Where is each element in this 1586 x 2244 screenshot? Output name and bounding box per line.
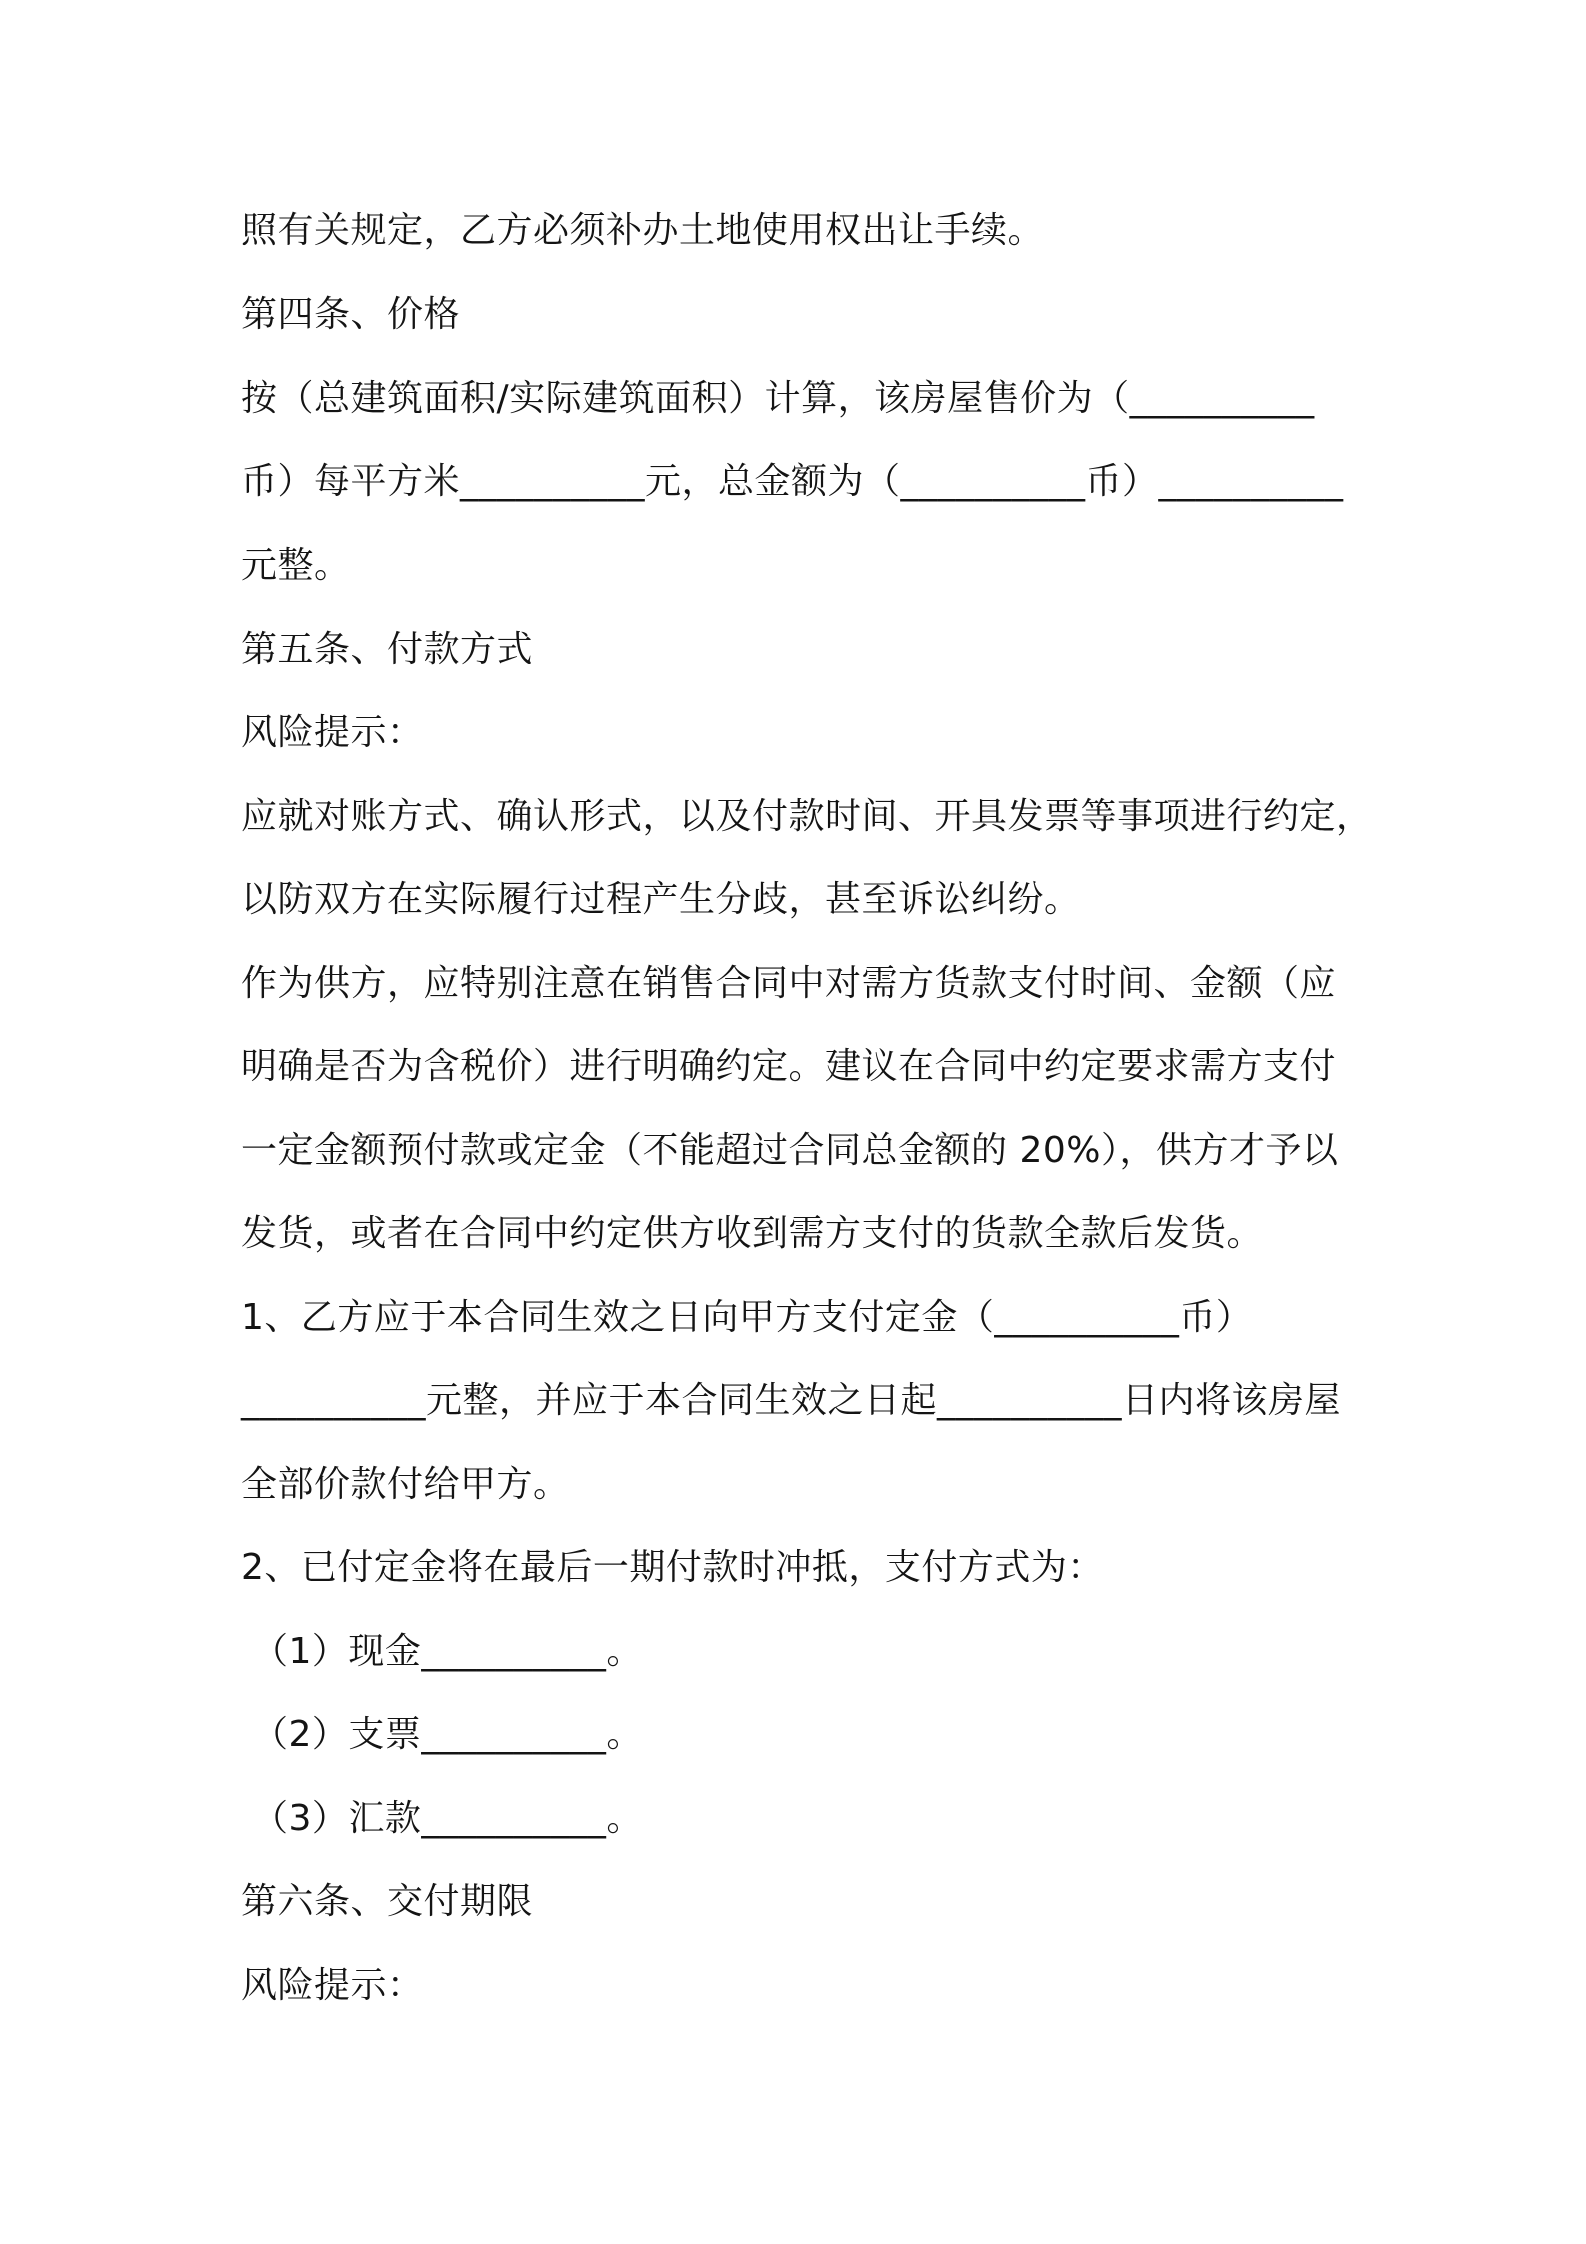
payment-method-remittance: （3）汇款__________。 (252, 1798, 643, 1839)
payment-method-cash: （1）现金__________。 (252, 1631, 643, 1672)
payment-method-check: （2）支票__________。 (252, 1714, 643, 1755)
clause-2-text: 2、已付定金将在最后一期付款时冲抵，支付方式为： (241, 1547, 1104, 1588)
risk-notice-label-2: 风险提示： (241, 1965, 424, 2006)
clause-1-line-3: 全部价款付给甲方。 (241, 1464, 570, 1505)
supplier-note-line-4: 发货，或者在合同中约定供方收到需方支付的货款全款后发货。 (241, 1213, 1264, 1254)
risk-notice-label: 风险提示： (241, 712, 424, 753)
article-4-heading: 第四条、价格 (241, 294, 461, 335)
supplier-note-line-2: 明确是否为含税价）进行明确约定。建议在合同中约定要求需方支付 (241, 1046, 1337, 1087)
supplier-note-line-1: 作为供方，应特别注意在销售合同中对需方货款支付时间、金额（应 (241, 963, 1337, 1004)
supplier-note-line-3: 一定金额预付款或定金（不能超过合同总金额的 20%），供方才予以 (241, 1130, 1339, 1171)
article-6-heading: 第六条、交付期限 (241, 1881, 534, 1922)
clause-1-line-2: __________元整，并应于本合同生效之日起__________日内将该房屋 (241, 1380, 1342, 1421)
risk-text-line-2: 以防双方在实际履行过程产生分歧，甚至诉讼纠纷。 (241, 879, 1081, 920)
clause-1-line-1: 1、乙方应于本合同生效之日向甲方支付定金（__________币） (241, 1297, 1253, 1338)
price-clause-line-1: 按（总建筑面积/实际建筑面积）计算，该房屋售价为（__________ (241, 378, 1315, 419)
article-5-heading: 第五条、付款方式 (241, 629, 534, 670)
price-clause-line-3: 元整。 (241, 545, 351, 586)
price-clause-line-2: 币）每平方米__________元，总金额为（__________币）__________ (241, 461, 1344, 502)
paragraph-land-use-right: 照有关规定，乙方必须补办土地使用权出让手续。 (241, 210, 1045, 251)
risk-text-line-1: 应就对账方式、确认形式，以及付款时间、开具发票等事项进行约定， (241, 796, 1373, 837)
